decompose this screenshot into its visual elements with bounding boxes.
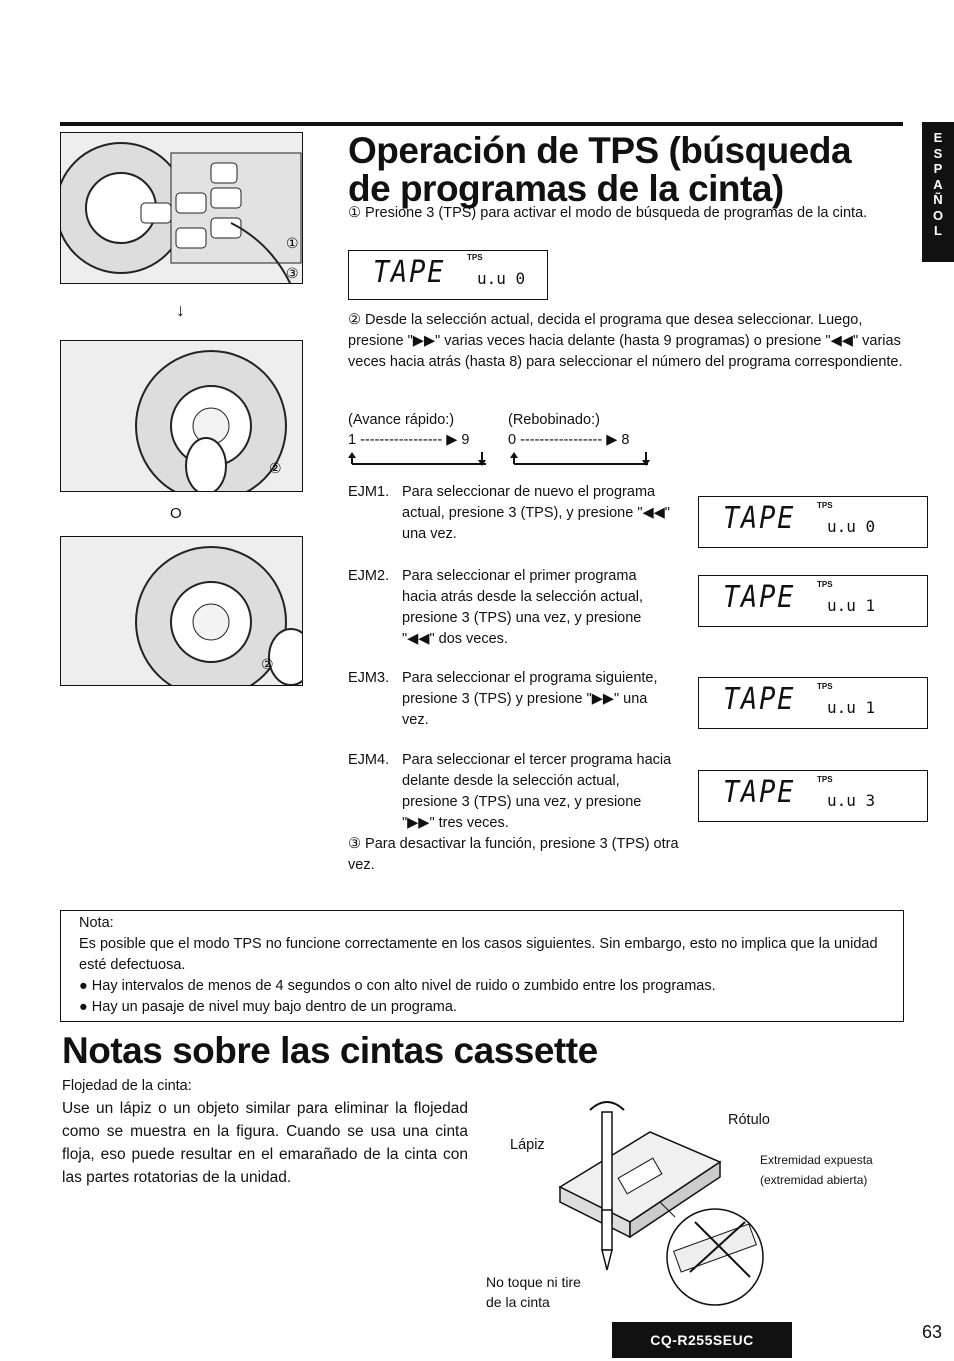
label-exposed-2: (extremidad abierta) [760, 1173, 868, 1187]
tps-indicator: TPS [817, 682, 833, 691]
language-tab [922, 122, 954, 262]
display-text: TAPE [373, 255, 446, 290]
tab-letter: Ñ [933, 192, 943, 207]
example-tag: EJM3. [348, 670, 390, 686]
knob-ff-illustration [61, 341, 303, 492]
ff-label: (Avance rápido:) [348, 412, 455, 428]
example-text: Para seleccionar el primer programa hacia atrás desde la selección actual, presione 3 (TPS) una vez, y presione "◀◀" dos veces. [402, 568, 644, 647]
example-text: Para seleccionar el programa siguiente, presione 3 (TPS) y presione "▶▶" una vez. [402, 670, 658, 728]
display-text: TAPE [723, 682, 796, 717]
tab-letter: E [933, 130, 943, 145]
example-text: Para seleccionar el tercer programa hacia delante desde la selección actual, presione 3 (TPS) una vez, y presione "▶▶" tres veces. [402, 752, 672, 831]
display-suffix: u.u 3 [827, 791, 876, 810]
lcd-display-ex1 [698, 496, 928, 548]
svg-text:②: ② [269, 461, 282, 477]
display-suffix: u.u 0 [827, 517, 876, 536]
section-title-tps [348, 132, 908, 208]
tab-letter: L [934, 223, 942, 238]
tab-letter: A [933, 176, 943, 192]
device-photo-middle [60, 340, 303, 492]
example-tag: EJM4. [348, 752, 390, 768]
title-line: de programas de la cinta) [348, 168, 784, 209]
example-tag: EJM2. [348, 568, 390, 584]
page-number: 63 [922, 1322, 943, 1342]
note-intro: Es posible que el modo TPS no funcione correctamente en los casos siguientes. Sin embargo, esto no implica que la unidad esté defectuosa. [79, 936, 878, 973]
model-badge: CQ-R255SEUC [612, 1322, 792, 1358]
rew-label: (Rebobinado:) [508, 412, 600, 428]
svg-text:③: ③ [286, 266, 299, 282]
slack-text: Use un lápiz o un objeto similar para eliminar la flojedad como se muestra en la figura. Cuando se usa una cinta floja, eso puede resultar en el emarañado de la cinta con las partes rotatorias de la unidad. [62, 1100, 468, 1186]
tps-indicator: TPS [817, 775, 833, 784]
knob-rew-illustration [61, 537, 303, 686]
note-heading: Nota: [79, 915, 114, 931]
note-box [60, 910, 904, 1022]
tab-letter: S [933, 145, 943, 161]
display-text: TAPE [723, 775, 796, 810]
svg-text:②: ② [261, 657, 274, 673]
ff-range: 1 ----------------- ▶ 9 [348, 432, 470, 448]
device-photo-top [60, 132, 303, 284]
example-text: Para seleccionar de nuevo el programa actual, presione 3 (TPS), y presione "◀◀" una vez. [402, 484, 670, 542]
display-suffix: u.u 1 [827, 596, 876, 615]
note-bullet: ● Hay un pasaje de nivel muy bajo dentro de un programa. [79, 999, 457, 1015]
label-pencil: Lápiz [510, 1137, 545, 1153]
lcd-display-ex2 [698, 575, 928, 627]
section-title-cassette: Notas sobre las cintas cassette [62, 1030, 598, 1071]
example-tag: EJM1. [348, 484, 390, 500]
step-2: ② Desde la selección actual, decida el programa que desea seleccionar. Luego, presione "▶▶" varias veces hacia delante (hasta 9 programas) o presione "◀◀" varias veces hacia atrás (hasta 8) para seleccionar el número del programa correspondiente. [348, 312, 903, 370]
svg-text:①: ① [286, 236, 299, 252]
or-label: O [170, 505, 182, 522]
loop-arrows-icon [348, 450, 658, 468]
slack-subheading: Flojedad de la cinta: [62, 1078, 192, 1094]
radio-faceplate-illustration [61, 133, 303, 284]
step-1: ① Presione 3 (TPS) para activar el modo de búsqueda de programas de la cinta. [348, 205, 868, 221]
tab-letter: O [932, 207, 944, 223]
lcd-display-ex3 [698, 677, 928, 729]
label-rotulo: Rótulo [728, 1112, 770, 1128]
display-suffix: u.u 0 [477, 269, 526, 288]
example-3 [348, 668, 678, 731]
rew-range: 0 ----------------- ▶ 8 [508, 432, 630, 448]
example-4 [348, 750, 678, 834]
label-dont-touch-1: No toque ni tire [486, 1274, 581, 1290]
step-3: ③ Para desactivar la función, presione 3 (TPS) otra vez. [348, 836, 679, 873]
example-2 [348, 566, 678, 650]
top-rule [60, 122, 903, 126]
label-dont-touch-2: de la cinta [486, 1294, 550, 1310]
tab-letter: P [933, 161, 943, 176]
tps-indicator: TPS [817, 580, 833, 589]
tps-indicator: TPS [817, 501, 833, 510]
display-text: TAPE [723, 501, 796, 536]
label-exposed-1: Extremidad expuesta [760, 1153, 873, 1167]
device-photo-bottom [60, 536, 303, 686]
display-text: TAPE [723, 580, 796, 615]
lcd-display-ex4 [698, 770, 928, 822]
title-line: Operación de TPS (búsqueda [348, 130, 852, 171]
lcd-display-main [348, 250, 548, 300]
down-arrow-icon: ↓ [176, 300, 185, 320]
note-bullet: ● Hay intervalos de menos de 4 segundos o con alto nivel de ruido o zumbido entre los programas. [79, 978, 716, 994]
example-1 [348, 482, 678, 545]
display-suffix: u.u 1 [827, 698, 876, 717]
tps-indicator: TPS [467, 253, 483, 262]
